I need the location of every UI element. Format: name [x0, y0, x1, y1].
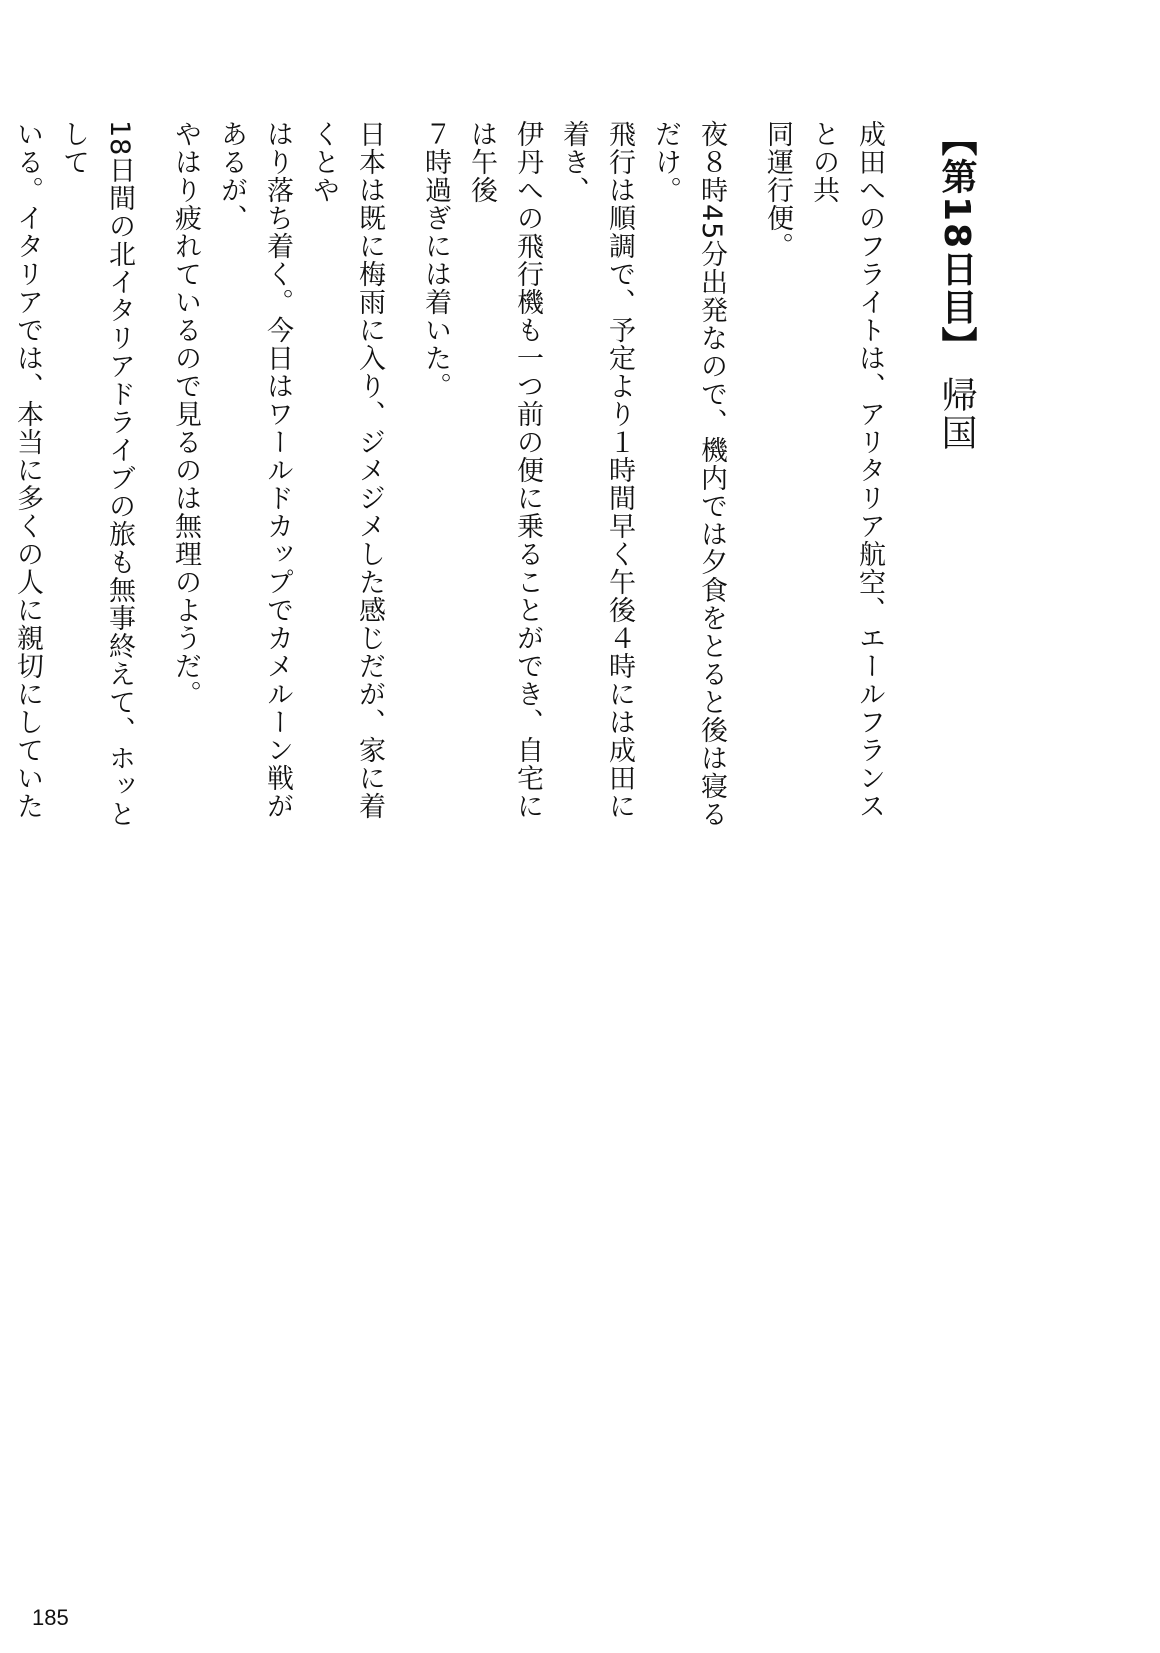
vertical-text-block	[0, 120, 980, 840]
text-line: 同運行便。	[762, 120, 793, 260]
paragraph	[412, 120, 734, 840]
page-number: 185	[32, 1605, 69, 1630]
text-line: ７時過ぎには着いた。	[420, 120, 451, 400]
text-line: 伊丹への飛行機も一つ前の便に乗ることができ、自宅には午後	[466, 120, 543, 820]
text-line: 飛行は順調で、予定より１時間早く午後４時には成田に着き、	[558, 120, 635, 820]
text-line: 夜８時45分出発なので、機内では夕食をとると後は寝るだけ。	[650, 120, 727, 829]
text-line: やはり疲れているので見るのは無理のようだ。	[170, 120, 201, 708]
text-line: 成田へのフライトは、アリタリア航空、エールフランスとの共	[808, 120, 885, 820]
text-line: 18日間の北イタリアドライブの旅も無事終えて、ホッとして	[58, 120, 135, 829]
chapter-heading	[932, 120, 980, 840]
text-line: 日本は既に梅雨に入り、ジメジメした感じだが、家に着くとや	[308, 120, 385, 820]
text-line: はり落ち着く。今日はワールドカップでカメルーン戦があるが、	[216, 120, 293, 820]
paragraph	[0, 120, 142, 840]
text-line: いる。イタリアでは、本当に多くの人に親切にしていた	[12, 120, 43, 820]
chapter-heading-label: 【第18日目】	[936, 120, 977, 365]
chapter-heading-title: 帰国	[936, 376, 977, 453]
paragraph	[754, 120, 892, 840]
paragraph	[162, 120, 392, 840]
